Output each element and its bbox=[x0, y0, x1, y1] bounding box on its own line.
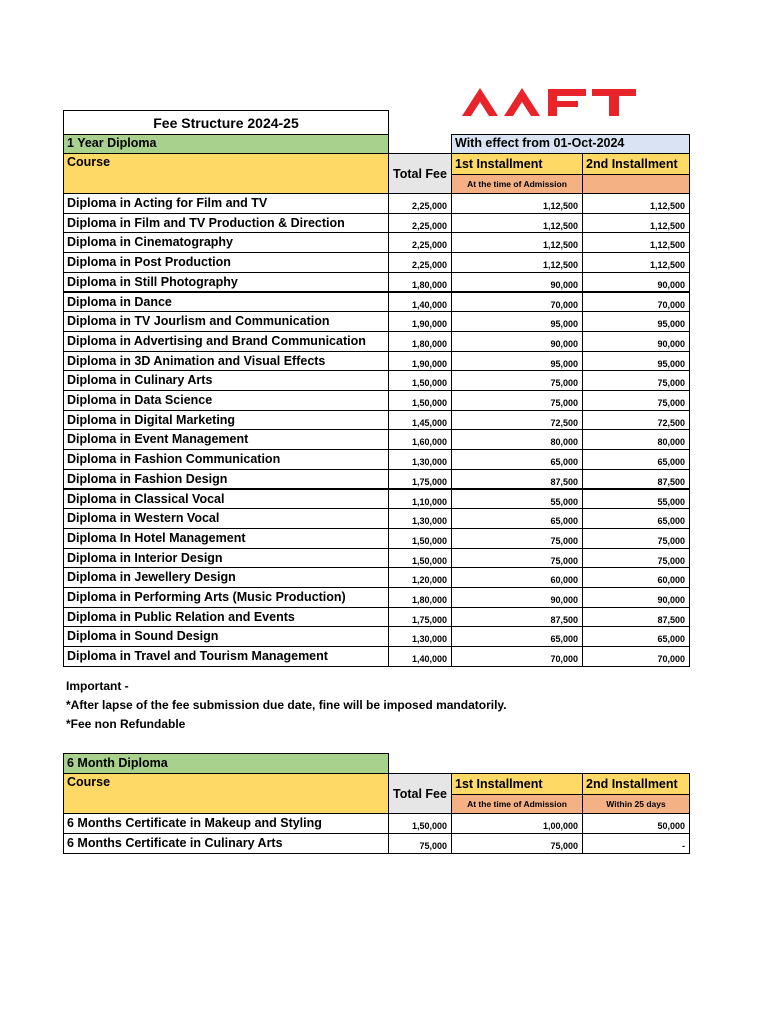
second-installment-cell: 70,000 bbox=[582, 292, 690, 313]
first-installment-cell: 75,000 bbox=[451, 528, 583, 549]
second-installment-cell: 90,000 bbox=[582, 272, 690, 293]
course-cell: Diploma in Performing Arts (Music Production) bbox=[63, 587, 389, 608]
first-installment-cell: 87,500 bbox=[451, 607, 583, 628]
course-cell: Diploma in Film and TV Production & Direction bbox=[63, 213, 389, 234]
second-installment-cell: 80,000 bbox=[582, 429, 690, 450]
total-fee-cell: 1,60,000 bbox=[388, 429, 452, 450]
first-installment-cell: 90,000 bbox=[451, 587, 583, 608]
course-cell: Diploma in Classical Vocal bbox=[63, 489, 389, 510]
col-total-text: Total Fee bbox=[393, 167, 447, 181]
first-installment-cell: 90,000 bbox=[451, 331, 583, 352]
course-cell: Diploma in Travel and Tourism Management bbox=[63, 646, 389, 667]
total-fee-cell: 1,80,000 bbox=[388, 272, 452, 293]
second-installment-cell: 95,000 bbox=[582, 311, 690, 332]
course-cell: Diploma in Fashion Design bbox=[63, 469, 389, 490]
second-installment-cell: 65,000 bbox=[582, 626, 690, 647]
second-installment-cell: 95,000 bbox=[582, 351, 690, 372]
s2-col-course-header: Course bbox=[63, 773, 389, 814]
course-cell: 6 Months Certificate in Culinary Arts bbox=[63, 833, 389, 854]
notes-line-2: *Fee non Refundable bbox=[66, 717, 186, 731]
second-installment-cell: 1,12,500 bbox=[582, 193, 690, 214]
col-course-header: Course bbox=[63, 153, 389, 194]
section-1-label: 1 Year Diploma bbox=[63, 134, 389, 154]
total-fee-cell: 75,000 bbox=[388, 833, 452, 854]
section-2-label: 6 Month Diploma bbox=[63, 753, 389, 774]
course-cell: Diploma in Still Photography bbox=[63, 272, 389, 293]
course-cell: Diploma in Sound Design bbox=[63, 626, 389, 647]
second-installment-cell: 60,000 bbox=[582, 567, 690, 588]
course-cell: Diploma in Advertising and Brand Communication bbox=[63, 331, 389, 352]
first-installment-cell: 95,000 bbox=[451, 311, 583, 332]
first-installment-cell: 1,12,500 bbox=[451, 252, 583, 273]
second-installment-cell: 75,000 bbox=[582, 390, 690, 411]
notes-heading: Important - bbox=[66, 679, 129, 693]
s2-col-total-text: Total Fee bbox=[393, 787, 447, 801]
effective-date: With effect from 01-Oct-2024 bbox=[451, 134, 690, 154]
notes-line-1: *After lapse of the fee submission due date, fine will be imposed mandatorily. bbox=[66, 698, 507, 712]
total-fee-cell: 1,50,000 bbox=[388, 390, 452, 411]
course-cell: Diploma in Jewellery Design bbox=[63, 567, 389, 588]
total-fee-cell: 1,80,000 bbox=[388, 587, 452, 608]
total-fee-cell: 1,50,000 bbox=[388, 548, 452, 569]
first-installment-cell: 75,000 bbox=[451, 833, 583, 854]
total-fee-cell: 2,25,000 bbox=[388, 213, 452, 234]
s2-col-total-header bbox=[388, 773, 452, 814]
second-installment-cell: 50,000 bbox=[582, 813, 690, 834]
total-fee-cell: 1,75,000 bbox=[388, 469, 452, 490]
second-installment-cell: 75,000 bbox=[582, 528, 690, 549]
first-installment-cell: 65,000 bbox=[451, 508, 583, 529]
col-second-subheader bbox=[582, 174, 690, 194]
second-installment-cell: 90,000 bbox=[582, 331, 690, 352]
s2-col-first-header: 1st Installment bbox=[451, 773, 583, 795]
course-cell: Diploma in Cinematography bbox=[63, 232, 389, 253]
first-installment-cell: 87,500 bbox=[451, 469, 583, 490]
page-title bbox=[63, 110, 389, 135]
second-installment-cell: 55,000 bbox=[582, 489, 690, 510]
total-fee-cell: 1,90,000 bbox=[388, 351, 452, 372]
aaft-logo-mark bbox=[456, 70, 686, 132]
first-installment-cell: 90,000 bbox=[451, 272, 583, 293]
total-fee-cell: 1,50,000 bbox=[388, 528, 452, 549]
total-fee-cell: 2,25,000 bbox=[388, 193, 452, 214]
first-installment-cell: 55,000 bbox=[451, 489, 583, 510]
total-fee-cell: 1,10,000 bbox=[388, 489, 452, 510]
second-installment-cell: 1,12,500 bbox=[582, 252, 690, 273]
second-installment-cell: 75,000 bbox=[582, 548, 690, 569]
first-installment-cell: 70,000 bbox=[451, 292, 583, 313]
course-cell: 6 Months Certificate in Makeup and Styling bbox=[63, 813, 389, 834]
second-installment-cell: 90,000 bbox=[582, 587, 690, 608]
first-installment-cell: 95,000 bbox=[451, 351, 583, 372]
total-fee-cell: 1,40,000 bbox=[388, 292, 452, 313]
course-cell: Diploma in Data Science bbox=[63, 390, 389, 411]
first-installment-cell: 1,00,000 bbox=[451, 813, 583, 834]
s2-col-first-subheader: At the time of Admission bbox=[451, 794, 583, 814]
total-fee-cell: 1,20,000 bbox=[388, 567, 452, 588]
total-fee-cell: 1,30,000 bbox=[388, 626, 452, 647]
second-installment-cell: 87,500 bbox=[582, 469, 690, 490]
second-installment-cell: 65,000 bbox=[582, 449, 690, 470]
first-installment-cell: 72,500 bbox=[451, 410, 583, 431]
total-fee-cell: 1,80,000 bbox=[388, 331, 452, 352]
course-cell: Diploma In Hotel Management bbox=[63, 528, 389, 549]
course-cell: Diploma in Public Relation and Events bbox=[63, 607, 389, 628]
course-cell: Diploma in Interior Design bbox=[63, 548, 389, 569]
total-fee-cell: 1,30,000 bbox=[388, 449, 452, 470]
course-cell: Diploma in Post Production bbox=[63, 252, 389, 273]
second-installment-cell: 1,12,500 bbox=[582, 232, 690, 253]
first-installment-cell: 75,000 bbox=[451, 370, 583, 391]
second-installment-cell: - bbox=[582, 833, 690, 854]
course-cell: Diploma in Event Management bbox=[63, 429, 389, 450]
total-fee-cell: 1,40,000 bbox=[388, 646, 452, 667]
first-installment-cell: 1,12,500 bbox=[451, 193, 583, 214]
course-cell: Diploma in Acting for Film and TV bbox=[63, 193, 389, 214]
col-total-header bbox=[388, 153, 452, 194]
total-fee-cell: 1,30,000 bbox=[388, 508, 452, 529]
col-second-header: 2nd Installment bbox=[582, 153, 690, 175]
first-installment-cell: 65,000 bbox=[451, 449, 583, 470]
total-fee-cell: 1,50,000 bbox=[388, 813, 452, 834]
course-cell: Diploma in TV Jourlism and Communication bbox=[63, 311, 389, 332]
title-text: Fee Structure 2024-25 bbox=[153, 115, 299, 131]
course-cell: Diploma in Dance bbox=[63, 292, 389, 313]
s2-col-second-header: 2nd Installment bbox=[582, 773, 690, 795]
total-fee-cell: 2,25,000 bbox=[388, 252, 452, 273]
first-installment-cell: 1,12,500 bbox=[451, 232, 583, 253]
course-cell: Diploma in Culinary Arts bbox=[63, 370, 389, 391]
total-fee-cell: 1,75,000 bbox=[388, 607, 452, 628]
second-installment-cell: 1,12,500 bbox=[582, 213, 690, 234]
aaft-logo bbox=[456, 70, 686, 132]
course-cell: Diploma in Western Vocal bbox=[63, 508, 389, 529]
first-installment-cell: 80,000 bbox=[451, 429, 583, 450]
second-installment-cell: 70,000 bbox=[582, 646, 690, 667]
total-fee-cell: 2,25,000 bbox=[388, 232, 452, 253]
course-cell: Diploma in Fashion Communication bbox=[63, 449, 389, 470]
first-installment-cell: 75,000 bbox=[451, 390, 583, 411]
first-installment-cell: 1,12,500 bbox=[451, 213, 583, 234]
first-installment-cell: 65,000 bbox=[451, 626, 583, 647]
s2-col-second-subheader: Within 25 days bbox=[582, 794, 690, 814]
first-installment-cell: 75,000 bbox=[451, 548, 583, 569]
second-installment-cell: 72,500 bbox=[582, 410, 690, 431]
total-fee-cell: 1,50,000 bbox=[388, 370, 452, 391]
second-installment-cell: 75,000 bbox=[582, 370, 690, 391]
total-fee-cell: 1,90,000 bbox=[388, 311, 452, 332]
course-cell: Diploma in 3D Animation and Visual Effects bbox=[63, 351, 389, 372]
course-cell: Diploma in Digital Marketing bbox=[63, 410, 389, 431]
second-installment-cell: 87,500 bbox=[582, 607, 690, 628]
total-fee-cell: 1,45,000 bbox=[388, 410, 452, 431]
first-installment-cell: 60,000 bbox=[451, 567, 583, 588]
first-installment-cell: 70,000 bbox=[451, 646, 583, 667]
second-installment-cell: 65,000 bbox=[582, 508, 690, 529]
col-first-header: 1st Installment bbox=[451, 153, 583, 175]
col-first-subheader: At the time of Admission bbox=[451, 174, 583, 194]
